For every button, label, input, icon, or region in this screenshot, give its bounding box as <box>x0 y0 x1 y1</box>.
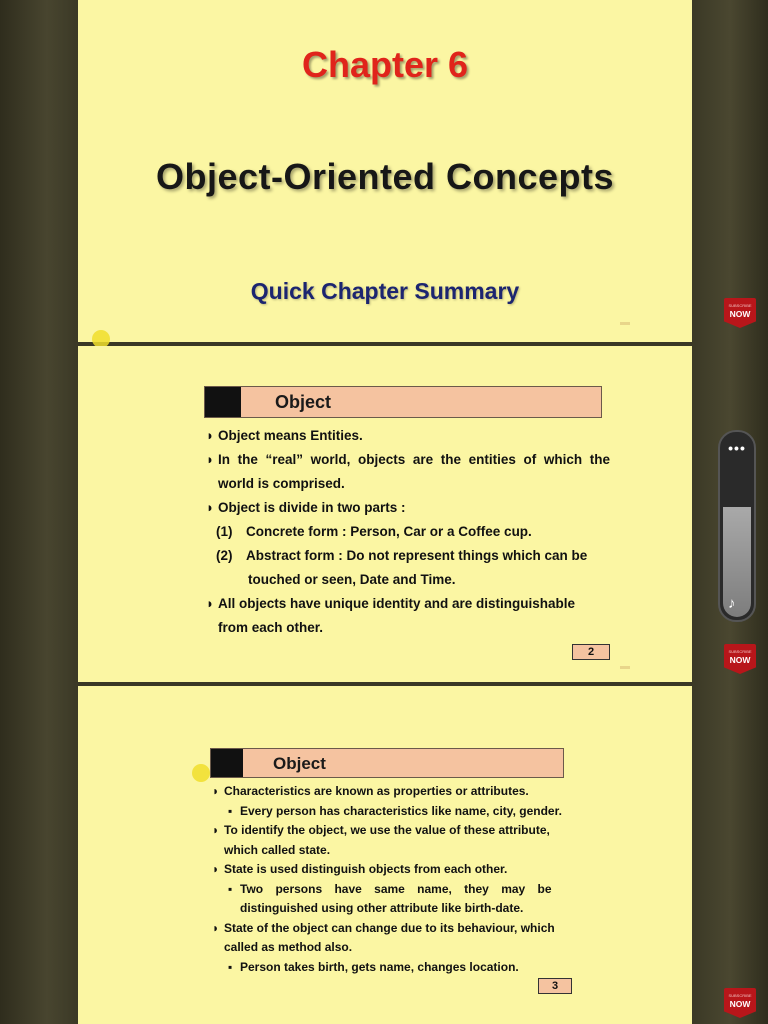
square-bullet-icon: ▪ <box>228 959 233 974</box>
subscribe-label: NOW <box>729 999 751 1009</box>
subscribe-small-text: SUBSCRIBE <box>728 993 752 998</box>
slide-body <box>206 424 610 640</box>
item-number: (2) <box>216 548 233 563</box>
item-text: Concrete form : Person, Car or a Coffee cup. <box>246 524 532 539</box>
bullet-arrow-icon: ◗ <box>206 596 215 611</box>
bullet-text: To identify the object, we use the value of these attribute, <box>224 823 550 837</box>
bullet-text: Object means Entities. <box>218 428 363 443</box>
subscribe-small-text: SUBSCRIBE <box>728 649 752 654</box>
square-bullet-icon: ▪ <box>228 803 233 818</box>
music-note-icon: ♪ <box>728 595 736 612</box>
bullet-item <box>206 424 610 448</box>
section-header <box>210 748 564 778</box>
subscribe-badge[interactable] <box>724 988 756 1024</box>
more-options-icon[interactable]: ••• <box>728 440 746 456</box>
section-header <box>204 386 602 418</box>
page-number: 2 <box>572 644 610 660</box>
square-bullet-icon: ▪ <box>228 881 233 896</box>
slide-object-2 <box>78 686 692 1024</box>
sub-bullet-text: Person takes birth, gets name, changes location. <box>240 959 519 974</box>
bullet-item <box>206 592 610 616</box>
numbered-item <box>206 544 610 568</box>
bullet-item <box>212 782 572 802</box>
subscribe-label: NOW <box>729 655 751 665</box>
sub-bullet-continuation: distinguished using other attribute like birth-date. <box>240 901 524 915</box>
bullet-arrow-icon: ◗ <box>212 862 220 876</box>
bullet-text: All objects have unique identity and are distinguishable <box>218 596 576 611</box>
bullet-text: In the “real” world, objects are the entities of which the world is comprised. <box>218 452 610 491</box>
sub-bullet-item <box>212 958 572 978</box>
bullet-item <box>212 919 572 939</box>
volume-slider[interactable] <box>718 430 756 622</box>
bullet-text: State is used distinguish objects from each other. <box>224 862 508 876</box>
bullet-arrow-icon: ◗ <box>206 500 215 515</box>
bullet-text-continuation: called as method also. <box>224 940 353 954</box>
item-text-continuation: touched or seen, Date and Time. <box>248 572 456 587</box>
bullet-item <box>212 821 572 841</box>
bullet-item <box>206 448 610 496</box>
slide-object-1 <box>78 346 692 682</box>
bullet-arrow-icon: ◗ <box>212 784 220 798</box>
summary-subtitle: Quick Chapter Summary <box>250 278 520 304</box>
section-header-label: Object <box>275 392 332 412</box>
bullet-arrow-icon: ◗ <box>212 920 220 935</box>
sub-bullet-item <box>212 802 572 822</box>
item-text: Abstract form : Do not represent things which can be <box>246 548 588 563</box>
item-number: (1) <box>216 524 233 539</box>
subscribe-label: NOW <box>729 309 751 319</box>
subscribe-small-text: SUBSCRIBE <box>728 303 752 308</box>
subscribe-badge[interactable] <box>724 644 756 680</box>
bullet-text: Characteristics are known as properties or attributes. <box>224 784 529 798</box>
bullet-arrow-icon: ◗ <box>206 428 215 443</box>
sub-bullet-text: Every person has characteristics like name, city, gender. <box>240 803 562 818</box>
numbered-item <box>206 520 610 544</box>
bullet-text-continuation: which called state. <box>224 842 331 857</box>
chapter-title: Object-Oriented Concepts <box>155 156 615 197</box>
bullet-arrow-icon: ◗ <box>206 452 215 467</box>
sub-bullet-item <box>212 880 572 900</box>
left-background-strip <box>0 0 78 1024</box>
page-number: 3 <box>538 978 572 994</box>
bullet-text-continuation: from each other. <box>218 620 324 635</box>
bullet-item <box>212 860 572 880</box>
slide-body <box>212 782 572 977</box>
slide-corner-mark <box>620 322 630 325</box>
sub-bullet-text: Two persons have same name, they may be <box>240 881 552 896</box>
section-header-label: Object <box>273 754 326 773</box>
bullet-arrow-icon: ◗ <box>212 823 220 837</box>
chapter-heading: Chapter 6 <box>301 44 469 85</box>
slide-corner-mark <box>620 666 630 669</box>
bullet-text: Object is divide in two parts : <box>218 500 406 515</box>
slide-title <box>78 0 692 342</box>
pointer-highlight <box>192 764 210 782</box>
header-accent-block <box>205 387 241 417</box>
bullet-text: State of the object can change due to its behaviour, which <box>224 920 555 935</box>
bullet-item <box>206 496 610 520</box>
subscribe-badge[interactable] <box>724 298 756 334</box>
header-accent-block <box>211 749 243 777</box>
